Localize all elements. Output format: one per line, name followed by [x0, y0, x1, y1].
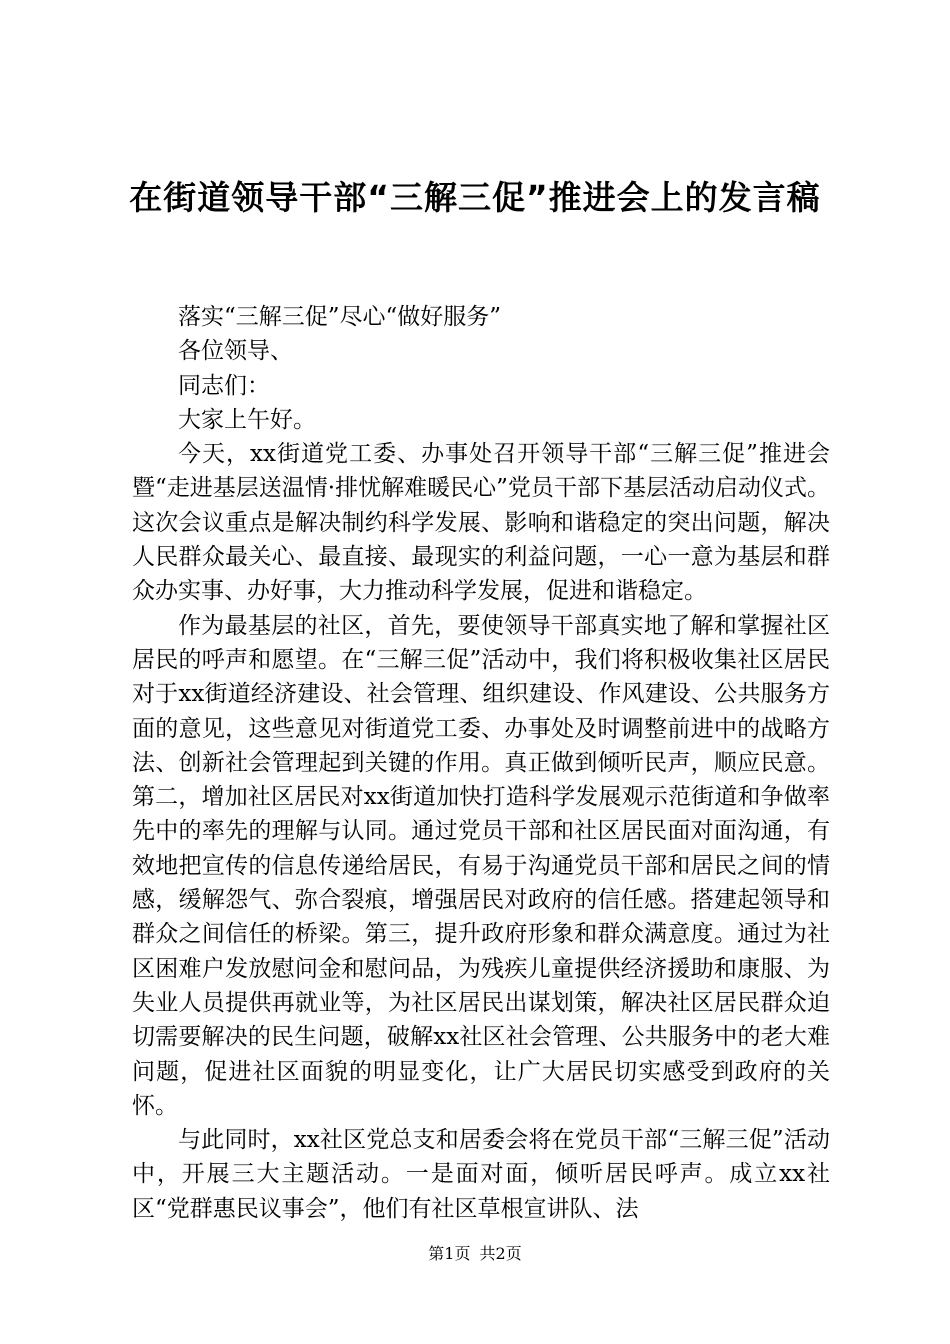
- paragraph-salutation-comrades: 同志们：: [178, 372, 270, 399]
- paragraph-body-3: 与此同时，xx社区党总支和居委会将在党员干部“三解三促”活动中，开展三大主题活动。一是面对面，倾听居民呼声。成立xx社区“党群惠民议事会”，他们有社区草根宣讲队、法: [132, 1127, 830, 1222]
- paragraph-subtitle: 落实“三解三促”尽心“做好服务”: [178, 304, 502, 330]
- paragraph-salutation-leaders: 各位领导、: [178, 338, 293, 365]
- page-total: 共2页: [479, 1244, 522, 1263]
- paragraph-body-2: 作为最基层的社区，首先，要使领导干部真实地了解和掌握社区居民的呼声和愿望。在“三解三促”活动中，我们将积极收集社区居民对于xx街道经济建设、社会管理、组织建设、作风建设、公共服务方面的意见，这些意见对街道党工委、办事处及时调整前进中的战略方法、创新社会管理起到关键的作用。真正做到倾听民声，顺应民意。第二，增加社区居民对xx街道加快打造科学发展观示范街道和争做率先中的率先的理解与认同。通过党员干部和社区居民面对面沟通，有效地把宣传的信息传递给居民，有易于沟通党员干部和居民之间的情感，缓解怨气、弥合裂痕，增强居民对政府的信任感。搭建起领导和群众之间信任的桥梁。第三，提升政府形象和群众满意度。通过为社区困难户发放慰问金和慰问品，为残疾儿童提供经济援助和康服、为失业人员提供再就业等，为社区居民出谋划策，解决社区居民群众迫切需要解决的民生问题，破解xx社区社会管理、公共服务中的老大难问题，促进社区面貌的明显变化，让广大居民切实感受到政府的关怀。: [132, 612, 830, 1119]
- page-number: 第1页: [428, 1244, 471, 1263]
- document-body: [132, 300, 830, 1226]
- paragraph-greeting: 大家上午好。: [178, 406, 316, 433]
- document-title: 在街道领导干部“三解三促”推进会上的发言稿: [129, 178, 821, 217]
- page-footer: [0, 1244, 950, 1264]
- paragraph-body-1: 今天，xx街道党工委、办事处召开领导干部“三解三促”推进会暨“走进基层送温情·排忧解难暖民心”党员干部下基层活动启动仪式。这次会议重点是解决制约科学发展、影响和谐稳定的突出问题，解决人民群众最关心、最直接、最现实的利益问题，一心一意为基层和群众办实事、办好事，大力推动科学发展，促进和谐稳定。: [132, 441, 830, 605]
